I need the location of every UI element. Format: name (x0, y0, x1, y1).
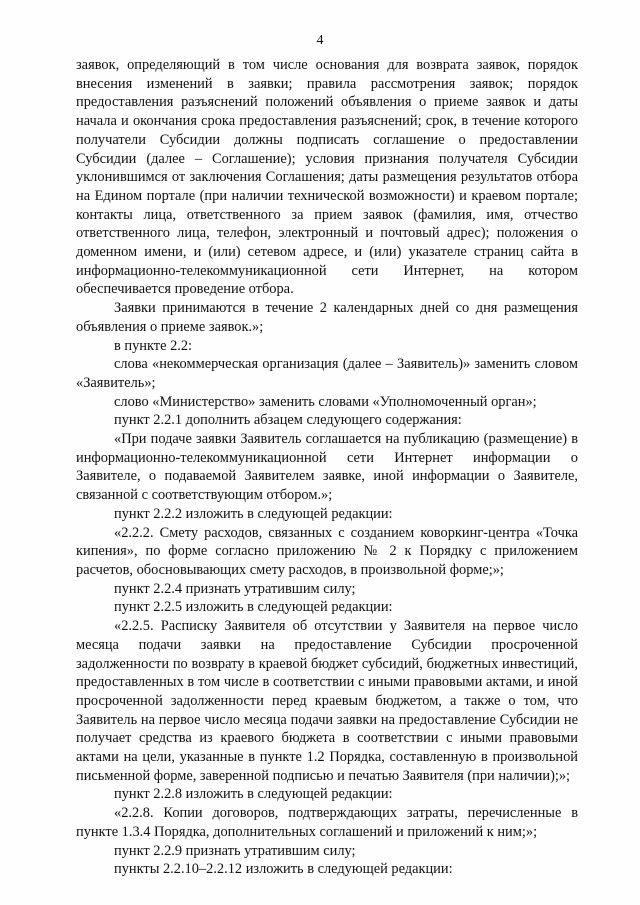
paragraph: «При подаче заявки Заявитель соглашается на публикацию (размещение) в информационно-телекоммуникационной сети Интернет информации о Заявителе, о подаваемой Заявителем заявке, иной информации о Заявителе, связанной с соответствующим отбором.»; (76, 431, 578, 504)
paragraph: заявок, определяющий в том числе основания для возврата заявок, порядок внесения изменений в заявки; правила рассмотрения заявок; порядок предоставления разъяснений положений объявления о приеме заявок и даты начала и окончания срока предоставления разъяснений; срок, в течение которого получатели Субсидии должны подписать соглашение о предоставлении Субсидии (далее – Соглашение); условия признания получателя Субсидии уклонившимся от заключения Соглашения; даты размещения результатов отбора на Едином портале (при наличии технической возможности) и краевом портале; контакты лица, ответственного за прием заявок (фамилия, имя, отчество ответственного лица, телефон, электронный и почтовый адрес); положения о доменном имени, и (или) сетевом адресе, и (или) указателе страниц сайта в информационно-телекоммуникационной сети Интернет, на котором обеспечивается проведение отбора. (76, 57, 578, 298)
paragraph: пункт 2.2.2 изложить в следующей редакции: (114, 505, 393, 522)
paragraph: пункт 2.2.5 изложить в следующей редакции: (114, 599, 393, 616)
paragraph: пункт 2.2.9 признать утратившим силу; (114, 842, 356, 859)
paragraph: слово «Министерство» заменить словами «Уполномоченный орган»; (114, 393, 537, 410)
paragraph: в пункте 2.2: (114, 337, 193, 354)
paragraph: Заявки принимаются в течение 2 календарных дней со дня размещения объявления о приеме заявок.»; (76, 300, 578, 335)
paragraph: слова «некоммерческая организация (далее – Заявитель)» заменить словом «Заявитель»; (76, 356, 578, 391)
paragraph: «2.2.5. Расписку Заявителя об отсутствии у Заявителя на первое число месяца подачи заявки на предоставление Субсидии просроченной задолженности по возврату в краевой бюджет субсидий, бюджетных инвестиций, предоставленных в том числе в соответствии с иными правовыми актами, и иной просроченной задолженности перед краевым бюджетом, а также о том, что Заявитель на первое число месяца подачи заявки на предоставление Субсидии не получает средства из краевого бюджета в соответствии с иными правовыми актами на цели, указанные в пункте 1.2 Порядка, составленную в произвольной письменной форме, заверенной подписью и печатью Заявителя (при наличии);»; (76, 618, 578, 784)
paragraph: пункт 2.2.4 признать утратившим силу; (114, 580, 356, 597)
paragraph: пункты 2.2.10–2.2.12 изложить в следующей редакции: (114, 861, 453, 878)
paragraph: пункт 2.2.8 изложить в следующей редакции: (114, 786, 393, 803)
paragraph: «2.2.2. Смету расходов, связанных с созданием коворкинг-центра «Точка кипения», по форме согласно приложению № 2 к Порядку с приложением расчетов, обосновывающих смету расходов, в произвольной форме;»; (76, 524, 578, 578)
page-number: 4 (316, 33, 324, 48)
document-body (76, 56, 578, 879)
paragraph: пункт 2.2.1 дополнить абзацем следующего содержания: (114, 412, 462, 429)
paragraph: «2.2.8. Копии договоров, подтверждающих затраты, перечисленные в пункте 1.3.4 Порядка, дополнительных соглашений и приложений к ним;»; (76, 805, 578, 840)
